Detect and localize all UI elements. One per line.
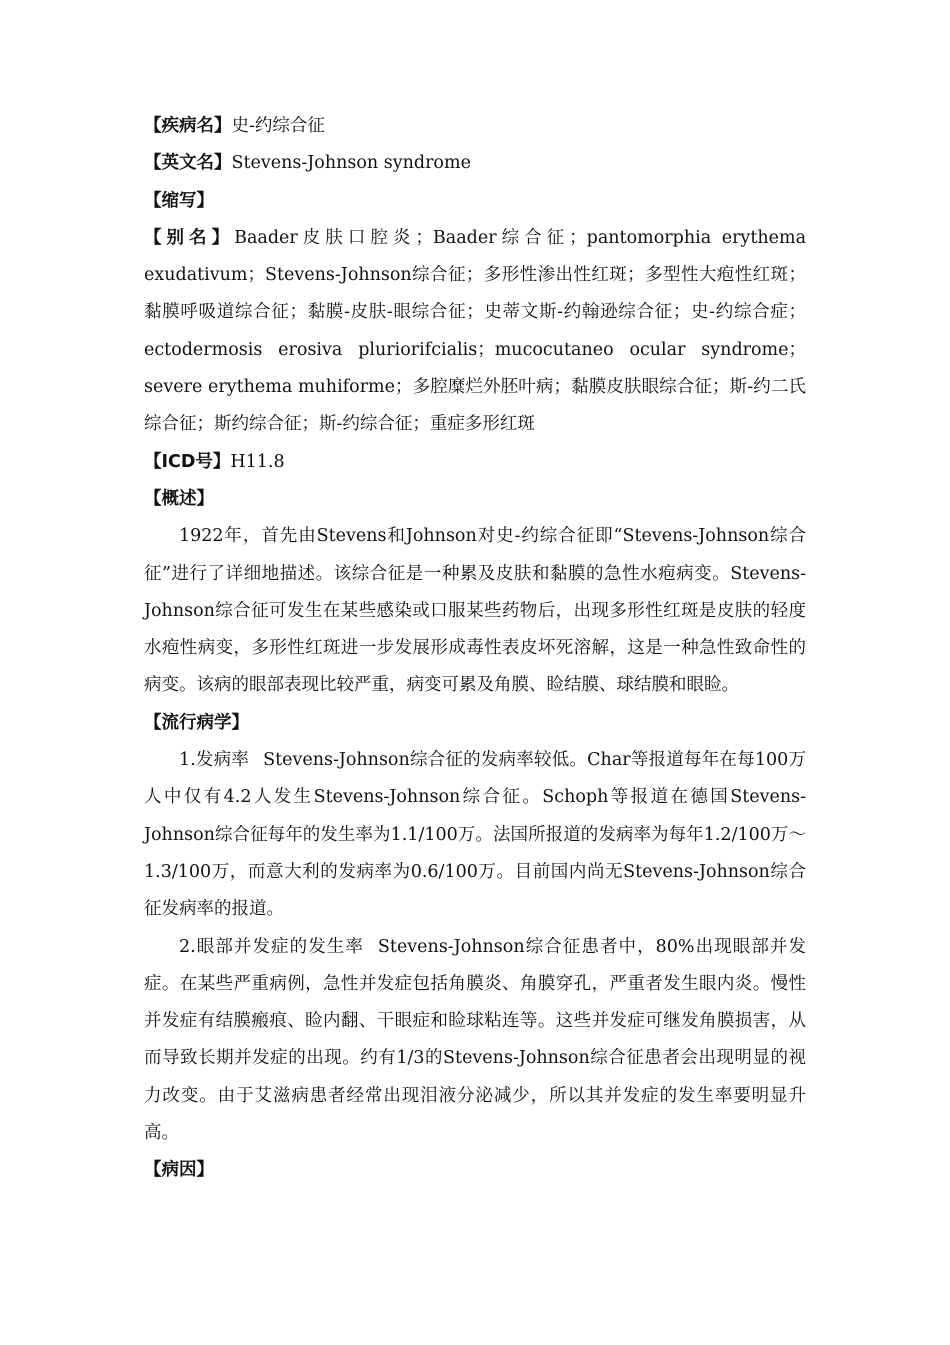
english-name-label: 【英文名】 bbox=[144, 153, 232, 174]
icd-row bbox=[144, 444, 806, 481]
epidemiology-item-title: 2.眼部并发症的发生率 bbox=[179, 936, 364, 957]
english-name-row bbox=[144, 145, 806, 182]
epidemiology-item-text: Stevens-Johnson综合征患者中，80%出现眼部并发症。在某些严重病例，急性并发症包括角膜炎、角膜穿孔，严重者发生眼内炎。慢性并发症有结膜瘢痕、睑内翻、干眼症和睑球粘连等。这些并发症可继发角膜损害，从而导致长期并发症的出现。约有1/3的Stevens-Johnson综合征患者会出现明显的视力改变。由于艾滋病患者经常出现泪液分泌减少，所以其并发症的发生率要明显升高。 bbox=[144, 936, 806, 1144]
epidemiology-heading: 【流行病学】 bbox=[144, 712, 249, 733]
overview-paragraph: 1922年，首先由Stevens和Johnson对史-约综合征即“Stevens-Johnson综合征”进行了详细地描述。该综合征是一种累及皮肤和黏膜的急性水疱病变。Stevens-Johnson综合征可发生在某些感染或口服某些药物后，出现多形性红斑是皮肤的轻度水疱性病变，多形性红斑进一步发展形成毒性表皮坏死溶解，这是一种急性致命性的病变。该病的眼部表现比较严重，病变可累及角膜、睑结膜、球结膜和眼睑。 bbox=[144, 526, 806, 696]
disease-name-label: 【疾病名】 bbox=[144, 116, 232, 136]
overview-heading: 【概述】 bbox=[144, 488, 214, 509]
aliases-value: Baader皮肤口腔炎；Baader综合征；pantomorphia erythema exudativum；Stevens-Johnson综合征；多形性渗出性红斑；多型性大疱性红斑；黏膜呼吸道综合征；黏膜-皮肤-眼综合征；史蒂文斯-约翰逊综合征；史-约综合症；ectodermosis erosiva pluriorifcialis；mucocutaneo ocular syndrome；severe erythema muhiforme；多腔糜烂外胚叶病；黏膜皮肤眼综合征；斯-约二氏综合征；斯约综合征；斯-约综合征；重症多形红斑 bbox=[144, 227, 807, 435]
english-name-value: Stevens-Johnson syndrome bbox=[231, 153, 471, 174]
etiology-heading: 【病因】 bbox=[144, 1160, 214, 1181]
document-body bbox=[144, 108, 806, 1190]
aliases-label: 【别名】 bbox=[144, 227, 235, 248]
epidemiology-item-incidence bbox=[144, 742, 806, 928]
abbreviation-label: 【缩写】 bbox=[144, 190, 214, 211]
epidemiology-item-title: 1.发病率 bbox=[179, 750, 250, 771]
aliases-row bbox=[144, 220, 806, 444]
disease-name-row bbox=[144, 108, 806, 145]
epidemiology-item-text: Stevens-Johnson综合征的发病率较低。Char等报道每年在每100万人中仅有4.2人发生Stevens-Johnson综合征。Schoph等报道在德国Stevens-Johnson综合征每年的发生率为1.1/100万。法国所报道的发病率为每年1.2/100万～1.3/100万，而意大利的发病率为0.6/100万。目前国内尚无Stevens-Johnson综合征发病率的报道。 bbox=[144, 750, 806, 920]
disease-name-value: 史-约综合征 bbox=[231, 116, 325, 136]
epidemiology-item-ocular-complications bbox=[144, 929, 806, 1153]
abbreviation-row bbox=[144, 183, 806, 220]
icd-label: 【ICD号】 bbox=[144, 451, 231, 472]
icd-value: H11.8 bbox=[230, 451, 285, 472]
